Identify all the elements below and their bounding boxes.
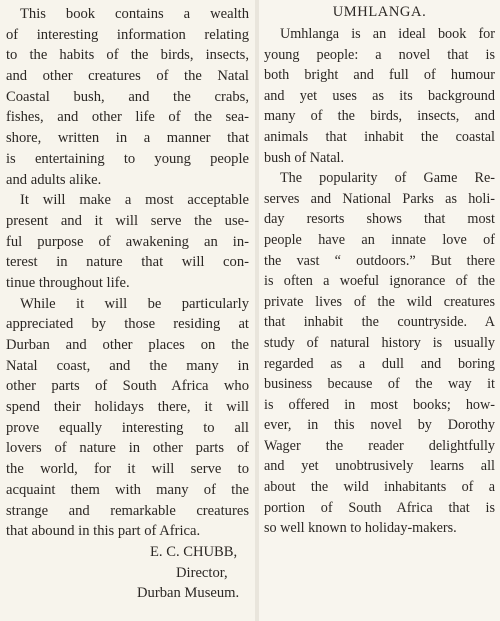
text-line: study of natural history is usually xyxy=(264,334,495,351)
text-line: fishes, and other life of the sea- xyxy=(6,109,249,126)
text-line: day resorts shows that most xyxy=(264,211,495,228)
signature-block xyxy=(6,542,249,604)
text-line: the world, for it will serve to xyxy=(6,461,249,478)
text-line: of interesting information relating xyxy=(6,26,249,43)
text-line: bush of Natal. xyxy=(264,149,344,166)
text-line: to the habits of the birds, insects, xyxy=(6,47,249,64)
text-line: serves and National Parks as holi- xyxy=(264,190,495,207)
text-line: animals that inhabit the coastal xyxy=(264,128,495,145)
text-line: appreciated by those residing at xyxy=(6,316,249,333)
paragraph-appreciation xyxy=(6,294,249,542)
text-line: private lives of the wild creatures xyxy=(264,293,495,310)
text-line: business because of the way it xyxy=(264,376,495,393)
paragraph-game-reserves xyxy=(264,168,495,539)
text-line: people have an innate love of xyxy=(264,231,495,248)
text-line: prove equally interesting to all xyxy=(6,419,249,436)
text-line: so well known to holiday-makers. xyxy=(264,520,457,537)
text-line: both bright and full of humour xyxy=(264,67,495,84)
text-line: While it will be particularly xyxy=(20,295,249,312)
text-line: spend their holidays there, it will xyxy=(6,399,249,416)
text-line: ful purpose of awakening an in- xyxy=(6,233,249,250)
right-column xyxy=(259,0,500,621)
text-line: the vast “ outdoors.” But there xyxy=(264,252,495,269)
text-line: Umhlanga is an ideal book for xyxy=(280,26,495,42)
text-line: is offered in most books; how- xyxy=(264,396,495,413)
text-line: acquaint them with many of the xyxy=(6,481,249,498)
text-line: is entertaining to young people xyxy=(6,150,249,167)
text-line: and other creatures of the Natal xyxy=(6,68,249,85)
text-line: that abound in this part of Africa. xyxy=(6,523,201,540)
paragraph-gift xyxy=(6,190,249,293)
text-line: is often a woeful ignorance of the xyxy=(264,273,495,290)
text-line: It will make a most acceptable xyxy=(20,192,249,209)
text-line: about the wild inhabitants of a xyxy=(264,479,495,496)
text-line: and adults alike. xyxy=(6,171,102,188)
signature-place: Durban Museum. xyxy=(137,585,240,602)
article-heading: UMHLANGA. xyxy=(332,4,427,20)
text-line: young people: a novel that is xyxy=(264,46,495,63)
text-line: Natal coast, and the many in xyxy=(6,357,249,374)
text-line: shore, written in a manner that xyxy=(6,130,249,147)
text-line: and yet uses as its background xyxy=(264,87,495,104)
paragraph-book-description xyxy=(6,4,249,190)
text-line: This book contains a wealth xyxy=(20,6,249,22)
text-line: that inhabit the countryside. A xyxy=(264,314,495,331)
text-line: portion of South Africa that is xyxy=(264,499,495,516)
paragraph-umhlanga-intro xyxy=(264,24,495,168)
text-line: ever, in this novel by Dorothy xyxy=(264,417,495,434)
text-line: Coastal bush, and the crabs, xyxy=(6,88,249,105)
text-line: other parts of South Africa who xyxy=(6,378,249,395)
text-line: Wager the reader delightfully xyxy=(264,437,495,454)
signature-name: E. C. CHUBB, xyxy=(150,543,238,560)
text-line: strange and remarkable creatures xyxy=(6,502,249,519)
text-line: The popularity of Game Re- xyxy=(280,170,495,187)
text-line: and yet unobtrusively learns all xyxy=(264,458,495,475)
text-line: present and it will serve the use- xyxy=(6,212,249,229)
text-line: tinue throughout life. xyxy=(6,274,130,291)
text-line: Durban and other places on the xyxy=(6,337,249,353)
text-line: many of the birds, insects, and xyxy=(264,108,495,125)
text-line: regarded as a dull and boring xyxy=(264,355,495,372)
text-line: lovers of nature in other parts of xyxy=(6,440,249,457)
signature-title: Director, xyxy=(176,564,228,581)
text-line: terest in nature that will con- xyxy=(6,254,249,271)
